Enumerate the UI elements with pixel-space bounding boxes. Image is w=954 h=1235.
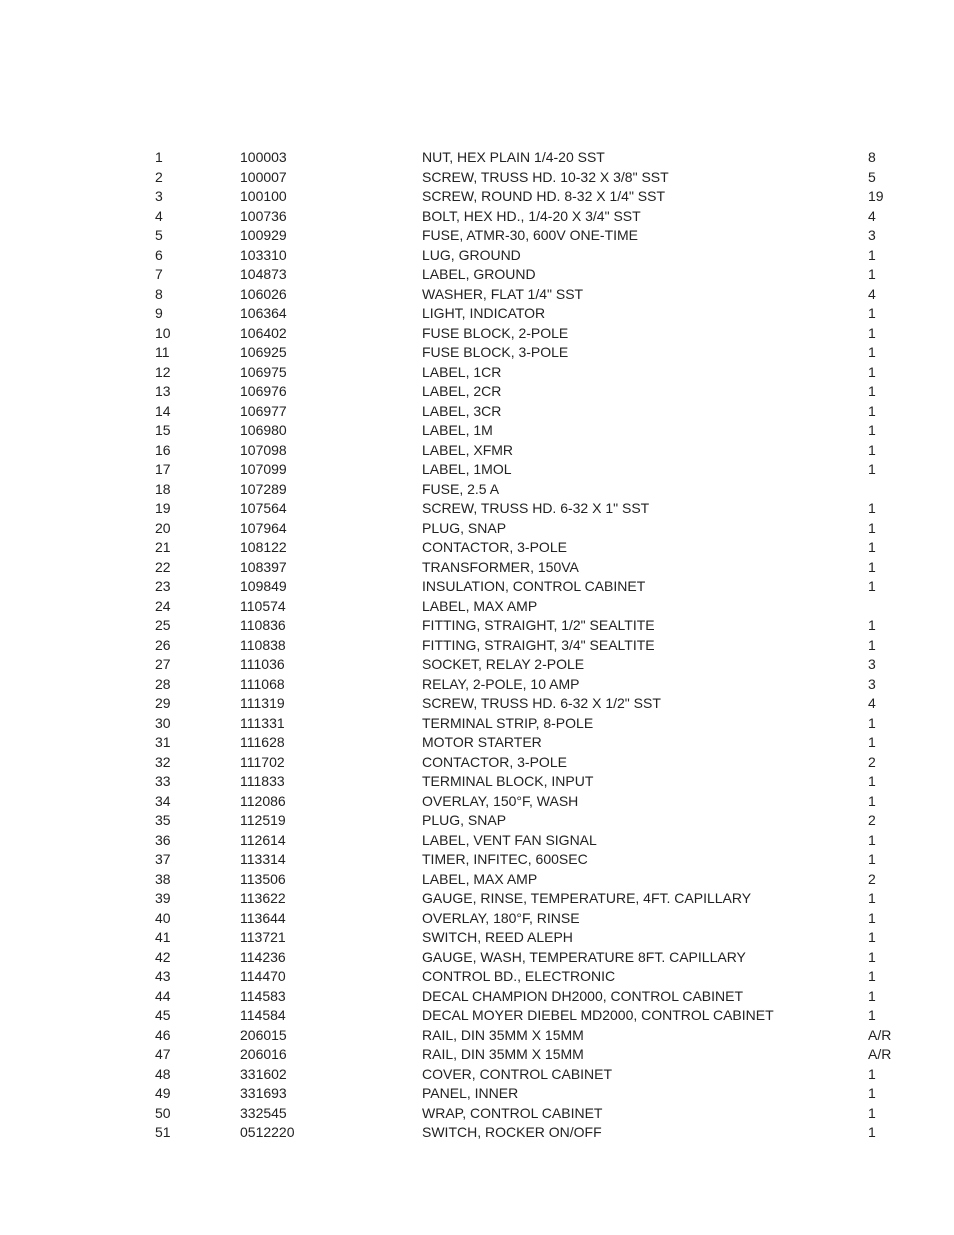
- part-description: LABEL, 1MOL: [422, 461, 512, 477]
- item-number: 50: [155, 1104, 171, 1121]
- quantity: 2: [868, 870, 876, 887]
- part-description: SOCKET, RELAY 2-POLE: [422, 656, 585, 672]
- table-row: [155, 1065, 908, 1085]
- quantity: 1: [868, 714, 876, 731]
- part-number: 107098: [240, 441, 287, 458]
- part-description: OVERLAY, 180°F, RINSE: [422, 909, 580, 926]
- item-number: 26: [155, 636, 171, 653]
- quantity: 1: [868, 441, 876, 458]
- quantity: 1: [868, 929, 876, 945]
- part-number: 110838: [240, 636, 286, 653]
- quantity: 3: [868, 227, 876, 243]
- table-row: [155, 207, 908, 227]
- quantity: 4: [868, 285, 876, 302]
- table-row: [155, 519, 908, 539]
- part-number: 113622: [240, 890, 286, 906]
- quantity: 1: [868, 617, 876, 633]
- item-number: 48: [155, 1065, 171, 1082]
- item-number: 43: [155, 968, 171, 984]
- part-description: RAIL, DIN 35MM X 15MM: [422, 1026, 584, 1043]
- item-number: 32: [155, 753, 171, 770]
- quantity: 1: [868, 1085, 876, 1101]
- part-description: SCREW, TRUSS HD. 6-32 X 1/2" SST: [422, 695, 661, 711]
- part-number: 206016: [240, 1046, 287, 1062]
- part-description: LABEL, MAX AMP: [422, 597, 538, 614]
- part-description: FUSE, ATMR-30, 600V ONE-TIME: [422, 227, 639, 243]
- part-number: 106925: [240, 344, 287, 360]
- part-description: LABEL, 2CR: [422, 383, 502, 399]
- part-number: 103310: [240, 246, 287, 263]
- part-description: PANEL, INNER: [422, 1085, 519, 1101]
- item-number: 15: [155, 422, 171, 438]
- table-row: [155, 1006, 908, 1026]
- table-row: [155, 168, 908, 188]
- parts-list-table: [155, 148, 908, 1143]
- part-number: 112614: [240, 831, 286, 848]
- table-row: [155, 636, 908, 656]
- part-number: 114584: [240, 1007, 286, 1023]
- table-row: [155, 324, 908, 344]
- part-description: RAIL, DIN 35MM X 15MM: [422, 1046, 584, 1062]
- item-number: 9: [155, 305, 163, 321]
- part-description: DECAL CHAMPION DH2000, CONTROL CABINET: [422, 987, 744, 1004]
- quantity: 1: [868, 383, 876, 399]
- table-row: [155, 694, 908, 714]
- table-row: [155, 402, 908, 422]
- table-row: [155, 948, 908, 968]
- quantity: 1: [868, 422, 876, 438]
- part-description: TIMER, INFITEC, 600SEC: [422, 851, 588, 867]
- quantity: 5: [868, 168, 876, 185]
- part-description: PLUG, SNAP: [422, 519, 507, 536]
- part-description: SWITCH, ROCKER ON/OFF: [422, 1124, 602, 1140]
- quantity: 1: [868, 1007, 876, 1023]
- part-number: 332545: [240, 1104, 287, 1121]
- part-number: 100929: [240, 227, 287, 243]
- part-description: LABEL, XFMR: [422, 441, 514, 458]
- table-row: [155, 1123, 908, 1143]
- item-number: 11: [155, 344, 170, 360]
- quantity: 1: [868, 890, 876, 906]
- table-row: [155, 285, 908, 305]
- part-number: 111319: [240, 695, 285, 711]
- quantity: 1: [868, 987, 876, 1004]
- table-row: [155, 967, 908, 987]
- item-number: 33: [155, 773, 171, 789]
- part-description: FITTING, STRAIGHT, 1/2" SEALTITE: [422, 617, 655, 633]
- part-description: FUSE BLOCK, 3-POLE: [422, 344, 569, 360]
- item-number: 37: [155, 851, 171, 867]
- part-number: 108122: [240, 539, 287, 555]
- table-row: [155, 187, 908, 207]
- quantity: 1: [868, 500, 876, 516]
- item-number: 18: [155, 480, 171, 497]
- part-description: INSULATION, CONTROL CABINET: [422, 578, 646, 594]
- item-number: 14: [155, 402, 171, 419]
- part-description: SCREW, ROUND HD. 8-32 X 1/4" SST: [422, 188, 666, 204]
- part-description: PLUG, SNAP: [422, 812, 507, 828]
- quantity: 4: [868, 695, 876, 711]
- item-number: 39: [155, 890, 171, 906]
- part-number: 110574: [240, 597, 286, 614]
- part-number: 114583: [240, 987, 286, 1004]
- part-description: LUG, GROUND: [422, 246, 521, 263]
- table-row: [155, 870, 908, 890]
- part-number: 100007: [240, 168, 287, 185]
- table-row: [155, 889, 908, 909]
- quantity: 1: [868, 324, 876, 341]
- part-description: WASHER, FLAT 1/4" SST: [422, 285, 584, 302]
- quantity: 1: [868, 461, 876, 477]
- table-row: [155, 714, 908, 734]
- table-row: [155, 733, 908, 753]
- part-number: 113721: [240, 929, 286, 945]
- quantity: 1: [868, 734, 876, 750]
- table-row: [155, 246, 908, 266]
- part-description: LABEL, MAX AMP: [422, 870, 538, 887]
- part-number: 111068: [240, 675, 285, 692]
- part-number: 107099: [240, 461, 287, 477]
- item-number: 49: [155, 1085, 171, 1101]
- part-number: 106976: [240, 383, 287, 399]
- part-description: BOLT, HEX HD., 1/4-20 X 3/4" SST: [422, 207, 641, 224]
- part-number: 113314: [240, 851, 286, 867]
- part-number: 206015: [240, 1026, 287, 1043]
- part-description: CONTACTOR, 3-POLE: [422, 539, 567, 555]
- quantity: 1: [868, 1065, 876, 1082]
- table-row: [155, 1084, 908, 1104]
- item-number: 35: [155, 812, 171, 828]
- part-description: LIGHT, INDICATOR: [422, 305, 546, 321]
- item-number: 8: [155, 285, 163, 302]
- quantity: 1: [868, 558, 876, 575]
- part-description: LABEL, GROUND: [422, 266, 536, 282]
- table-row: [155, 343, 908, 363]
- table-row: [155, 811, 908, 831]
- table-row: [155, 792, 908, 812]
- table-row: [155, 850, 908, 870]
- quantity: 19: [868, 188, 884, 204]
- item-number: 21: [155, 539, 171, 555]
- part-description: LABEL, 3CR: [422, 402, 502, 419]
- item-number: 19: [155, 500, 171, 516]
- table-row: [155, 597, 908, 617]
- item-number: 46: [155, 1026, 171, 1043]
- item-number: 4: [155, 207, 163, 224]
- part-number: 110836: [240, 617, 286, 633]
- table-row: [155, 753, 908, 773]
- item-number: 31: [155, 734, 171, 750]
- table-row: [155, 987, 908, 1007]
- part-description: CONTROL BD., ELECTRONIC: [422, 968, 616, 984]
- item-number: 28: [155, 675, 171, 692]
- item-number: 30: [155, 714, 171, 731]
- part-number: 0512220: [240, 1124, 295, 1140]
- part-description: COVER, CONTROL CABINET: [422, 1065, 613, 1082]
- part-description: DECAL MOYER DIEBEL MD2000, CONTROL CABINET: [422, 1007, 774, 1023]
- item-number: 2: [155, 168, 163, 185]
- quantity: [868, 597, 908, 617]
- quantity: 1: [868, 909, 876, 926]
- item-number: 25: [155, 617, 171, 633]
- item-number: 29: [155, 695, 171, 711]
- part-number: 107289: [240, 480, 287, 497]
- item-number: 3: [155, 188, 163, 204]
- part-number: 111833: [240, 773, 285, 789]
- part-description: NUT, HEX PLAIN 1/4-20 SST: [422, 149, 605, 165]
- quantity: 1: [868, 246, 876, 263]
- quantity: 1: [868, 1104, 876, 1121]
- table-row: [155, 772, 908, 792]
- table-row: [155, 148, 908, 168]
- quantity: A/R: [868, 1046, 892, 1062]
- part-description: WRAP, CONTROL CABINET: [422, 1104, 603, 1121]
- part-number: 100003: [240, 149, 287, 165]
- part-description: TERMINAL BLOCK, INPUT: [422, 773, 594, 789]
- part-number: 111702: [240, 753, 285, 770]
- quantity: 1: [868, 792, 876, 809]
- item-number: 10: [155, 324, 171, 341]
- part-number: 108397: [240, 558, 287, 575]
- part-description: CONTACTOR, 3-POLE: [422, 753, 567, 770]
- quantity: 4: [868, 207, 876, 224]
- table-row: [155, 226, 908, 246]
- item-number: 17: [155, 461, 171, 477]
- item-number: 38: [155, 870, 171, 887]
- part-number: 100736: [240, 207, 287, 224]
- part-description: MOTOR STARTER: [422, 734, 542, 750]
- quantity: 3: [868, 675, 876, 692]
- part-number: 111036: [240, 656, 285, 672]
- item-number: 45: [155, 1007, 171, 1023]
- item-number: 41: [155, 929, 171, 945]
- table-row: [155, 928, 908, 948]
- quantity: 8: [868, 149, 876, 165]
- quantity: 2: [868, 753, 876, 770]
- quantity: 1: [868, 539, 876, 555]
- parts-list-body: [155, 148, 908, 1143]
- part-number: 106026: [240, 285, 287, 302]
- part-number: 114470: [240, 968, 286, 984]
- item-number: 1: [155, 149, 163, 165]
- table-row: [155, 577, 908, 597]
- table-row: [155, 1045, 908, 1065]
- part-number: 106402: [240, 324, 287, 341]
- table-row: [155, 655, 908, 675]
- part-number: 100100: [240, 188, 287, 204]
- quantity: 1: [868, 305, 876, 321]
- item-number: 5: [155, 227, 163, 243]
- part-number: 104873: [240, 266, 287, 282]
- quantity: A/R: [868, 1026, 892, 1043]
- part-description: LABEL, 1M: [422, 422, 493, 438]
- quantity: 1: [868, 578, 876, 594]
- quantity: 1: [868, 344, 876, 360]
- quantity: 1: [868, 948, 876, 965]
- part-description: FITTING, STRAIGHT, 3/4" SEALTITE: [422, 636, 655, 653]
- table-row: [155, 421, 908, 441]
- item-number: 42: [155, 948, 171, 965]
- item-number: 20: [155, 519, 171, 536]
- quantity: 1: [868, 1124, 876, 1140]
- table-row: [155, 304, 908, 324]
- quantity: 1: [868, 773, 876, 789]
- part-description: FUSE BLOCK, 2-POLE: [422, 324, 569, 341]
- item-number: 47: [155, 1046, 171, 1062]
- quantity: 1: [868, 636, 876, 653]
- item-number: 12: [155, 363, 171, 380]
- quantity: 1: [868, 851, 876, 867]
- part-description: OVERLAY, 150°F, WASH: [422, 792, 579, 809]
- item-number: 6: [155, 246, 163, 263]
- item-number: 23: [155, 578, 171, 594]
- part-number: 113506: [240, 870, 286, 887]
- part-number: 112519: [240, 812, 286, 828]
- quantity: 1: [868, 968, 876, 984]
- table-row: [155, 1104, 908, 1124]
- quantity: 1: [868, 519, 876, 536]
- part-number: 107564: [240, 500, 287, 516]
- part-number: 113644: [240, 909, 286, 926]
- part-description: LABEL, 1CR: [422, 363, 502, 380]
- part-description: FUSE, 2.5 A: [422, 480, 500, 497]
- part-number: 331602: [240, 1065, 287, 1082]
- table-row: [155, 480, 908, 500]
- part-number: 106364: [240, 305, 287, 321]
- part-description: RELAY, 2-POLE, 10 AMP: [422, 675, 580, 692]
- item-number: 27: [155, 656, 171, 672]
- quantity: 1: [868, 266, 876, 282]
- quantity: 3: [868, 656, 876, 672]
- part-number: 114236: [240, 948, 286, 965]
- part-description: SCREW, TRUSS HD. 10-32 X 3/8" SST: [422, 168, 669, 185]
- part-description: LABEL, VENT FAN SIGNAL: [422, 831, 597, 848]
- table-row: [155, 558, 908, 578]
- item-number: 7: [155, 266, 163, 282]
- table-row: [155, 460, 908, 480]
- table-row: [155, 616, 908, 636]
- part-number: 106975: [240, 363, 287, 380]
- item-number: 34: [155, 792, 171, 809]
- part-description: GAUGE, WASH, TEMPERATURE 8FT. CAPILLARY: [422, 948, 746, 965]
- table-row: [155, 441, 908, 461]
- item-number: 16: [155, 441, 171, 458]
- table-row: [155, 265, 908, 285]
- item-number: 13: [155, 383, 171, 399]
- part-description: TRANSFORMER, 150VA: [422, 558, 579, 575]
- part-description: GAUGE, RINSE, TEMPERATURE, 4FT. CAPILLARY: [422, 890, 752, 906]
- table-row: [155, 499, 908, 519]
- item-number: 22: [155, 558, 171, 575]
- part-number: 106977: [240, 402, 287, 419]
- table-row: [155, 538, 908, 558]
- part-number: 112086: [240, 792, 286, 809]
- quantity: 2: [868, 812, 876, 828]
- quantity: 1: [868, 831, 876, 848]
- table-row: [155, 831, 908, 851]
- table-row: [155, 1026, 908, 1046]
- quantity: 1: [868, 363, 876, 380]
- item-number: 36: [155, 831, 171, 848]
- part-description: SWITCH, REED ALEPH: [422, 929, 573, 945]
- table-row: [155, 909, 908, 929]
- quantity: [868, 480, 908, 500]
- table-row: [155, 363, 908, 383]
- item-number: 24: [155, 597, 171, 614]
- part-number: 111628: [240, 734, 285, 750]
- table-row: [155, 382, 908, 402]
- part-number: 107964: [240, 519, 287, 536]
- part-number: 111331: [240, 714, 285, 731]
- item-number: 40: [155, 909, 171, 926]
- part-number: 109849: [240, 578, 287, 594]
- quantity: 1: [868, 402, 876, 419]
- part-number: 331693: [240, 1085, 287, 1101]
- table-row: [155, 675, 908, 695]
- item-number: 51: [155, 1124, 171, 1140]
- part-description: SCREW, TRUSS HD. 6-32 X 1" SST: [422, 500, 650, 516]
- part-description: TERMINAL STRIP, 8-POLE: [422, 714, 594, 731]
- item-number: 44: [155, 987, 171, 1004]
- part-number: 106980: [240, 422, 287, 438]
